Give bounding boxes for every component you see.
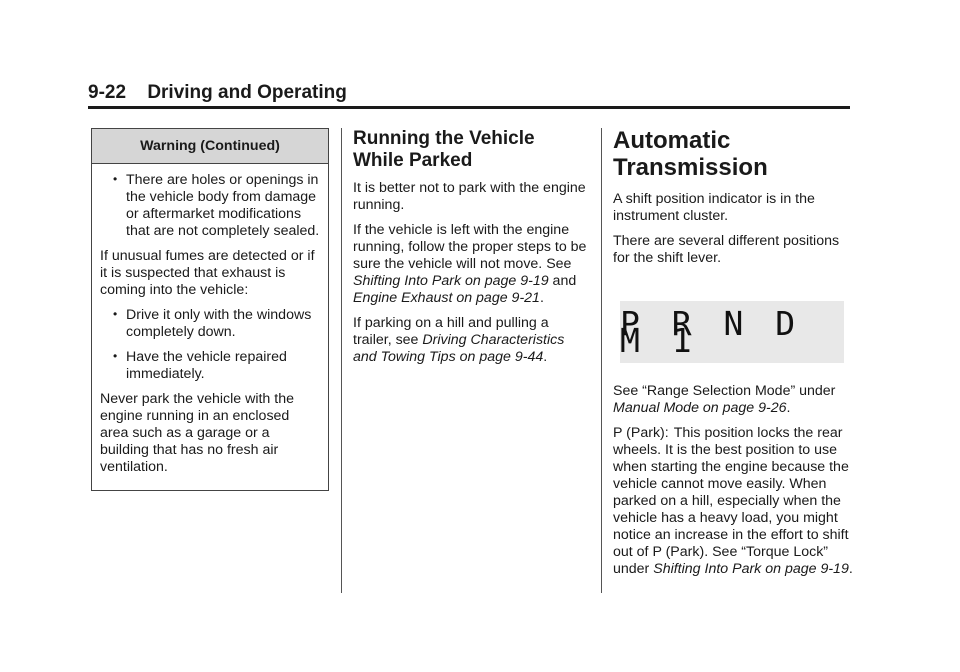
automatic-p2: There are several different positions for the shift lever. <box>613 233 840 266</box>
list-item-text: There are holes or openings in the vehicle body from damage or aftermarket modifications that are not completely sealed. <box>126 172 320 239</box>
park-paragraph <box>613 425 853 578</box>
list-item-text: Drive it only with the windows completely down. <box>126 307 312 340</box>
automatic-transmission-heading: Automatic Transmission <box>613 127 768 181</box>
left-column <box>91 128 329 491</box>
running-parked-p1: It is better not to park with the engine running. <box>353 180 586 213</box>
p2-and: and <box>548 273 577 289</box>
running-parked-p2 <box>353 222 588 307</box>
warning-body <box>92 164 328 490</box>
warning-title: Warning (Continued) <box>92 129 328 164</box>
engine-exhaust-link[interactable]: Engine Exhaust on page 9-21 <box>353 290 540 306</box>
park-end: . <box>848 561 853 577</box>
running-parked-heading: Running the Vehicle While Parked <box>353 128 535 171</box>
bullet-icon: • <box>113 349 118 363</box>
column-divider <box>341 128 342 593</box>
list-item-text: Have the vehicle repaired immediately. <box>126 349 287 382</box>
list-item <box>100 349 320 383</box>
bullet-icon: • <box>113 172 118 186</box>
park-label: P (Park): <box>613 425 669 441</box>
park-text: This position locks the rear wheels. It is the best position to use when starting the engine because the vehicle cannot move easily. When parked on a hill, especially when the vehicle has a heavy load, you might notice an increase in the effort to shift out of P (Park). See “Torque Lock” under <box>613 425 849 577</box>
shifting-into-park-link[interactable]: Shifting Into Park on page 9-19 <box>653 561 849 577</box>
warning-box <box>91 128 329 491</box>
list-item <box>100 307 320 341</box>
p2-text: If the vehicle is left with the engine running, follow the proper steps to be sure the vehicle will not move. See <box>353 222 587 272</box>
shifting-into-park-link[interactable]: Shifting Into Park on page 9-19 <box>353 273 549 289</box>
middle-column <box>353 128 588 374</box>
bullet-icon: • <box>113 307 118 321</box>
column-divider <box>601 128 602 593</box>
warning-intro: If unusual fumes are detected or if it is suspected that exhaust is coming into the vehicle: <box>100 248 315 298</box>
running-parked-p3 <box>353 315 588 366</box>
section-title: Driving and Operating <box>147 82 347 103</box>
warning-closing: Never park the vehicle with the engine running in an enclosed area such as a garage or a building that has no fresh air ventilation. <box>100 391 294 475</box>
p3-end: . <box>786 400 791 416</box>
warning-list-mid <box>100 307 320 383</box>
p3-text: See “Range Selection Mode” under <box>613 383 836 399</box>
right-column <box>613 128 853 586</box>
shift-position-indicator: P R N D M 1 <box>620 301 844 363</box>
list-item <box>100 172 320 240</box>
automatic-p3 <box>613 383 853 417</box>
page-header <box>88 80 850 109</box>
p2-end: . <box>539 290 544 306</box>
p3-end: . <box>543 349 548 365</box>
warning-list-top <box>100 172 320 240</box>
p3-text: If parking on a hill and pulling a trailer, see <box>353 315 549 348</box>
page-number: 9-22 <box>88 82 127 103</box>
manual-mode-link[interactable]: Manual Mode on page 9-26 <box>613 400 787 416</box>
automatic-p1: A shift position indicator is in the instrument cluster. <box>613 191 815 224</box>
towing-tips-link[interactable]: Driving Characteristics and Towing Tips on page 9-44 <box>353 332 565 365</box>
